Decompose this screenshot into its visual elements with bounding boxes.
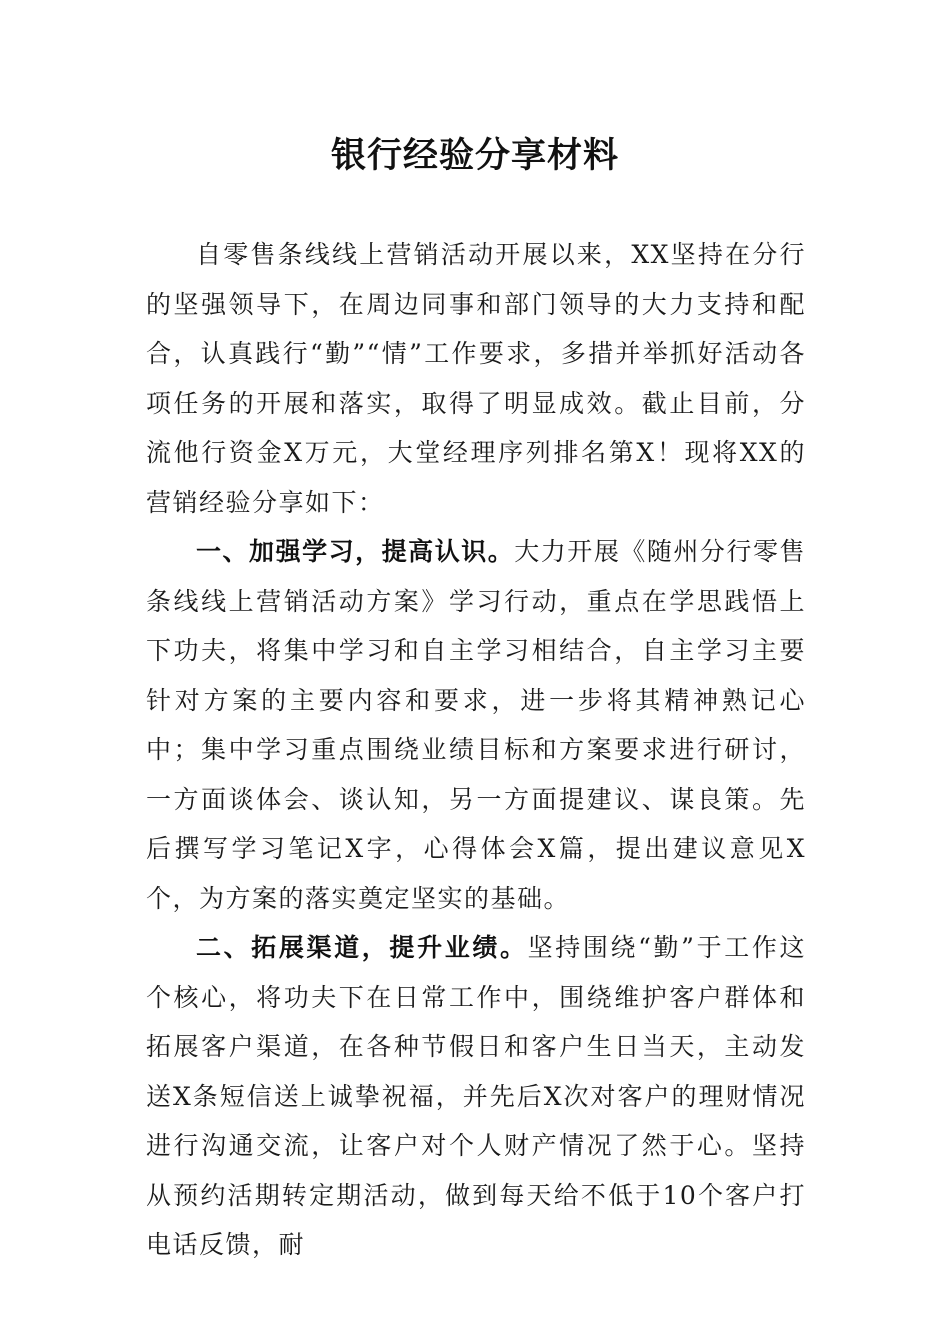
document-body <box>146 230 806 1270</box>
paragraph-text: 坚持围绕“勤”于工作这个核心，将功夫下在日常工作中，围绕维护客户群体和拓展客户渠道，在各种节假日和客户生日当天，主动发送X条短信送上诚挚祝福，并先后X次对客户的理财情况进行沟通交流，让客户对个人财产情况了然于心。坚持从预约活期转定期活动，做到每天给不低于10个客户打电话反馈，耐 <box>146 933 806 1259</box>
paragraph-section-1 <box>146 527 806 923</box>
section-heading-1: 一、加强学习，提高认识。 <box>196 537 515 566</box>
paragraph-text: 大力开展《随州分行零售条线线上营销活动方案》学习行动，重点在学思践悟上下功夫，将集中学习和自主学习相结合，自主学习主要针对方案的主要内容和要求，进一步将其精神熟记心中；集中学习重点围绕业绩目标和方案要求进行研讨，一方面谈体会、谈认知，另一方面提建议、谋良策。先后撰写学习笔记X字，心得体会X篇，提出建议意见X个，为方案的落实奠定坚实的基础。 <box>146 537 806 913</box>
document-title: 银行经验分享材料 <box>330 136 619 176</box>
paragraph-section-2 <box>146 923 806 1270</box>
paragraph-text: 自零售条线线上营销活动开展以来，XX坚持在分行的坚强领导下，在周边同事和部门领导的大力支持和配合，认真践行“勤”“情”工作要求，多措并举抓好活动各项任务的开展和落实，取得了明显成效。截止目前，分流他行资金X万元，大堂经理序列排名第X！现将XX的营销经验分享如下： <box>146 240 806 517</box>
section-heading-2: 二、拓展渠道，提升业绩。 <box>196 933 528 962</box>
paragraph-intro <box>146 230 806 527</box>
